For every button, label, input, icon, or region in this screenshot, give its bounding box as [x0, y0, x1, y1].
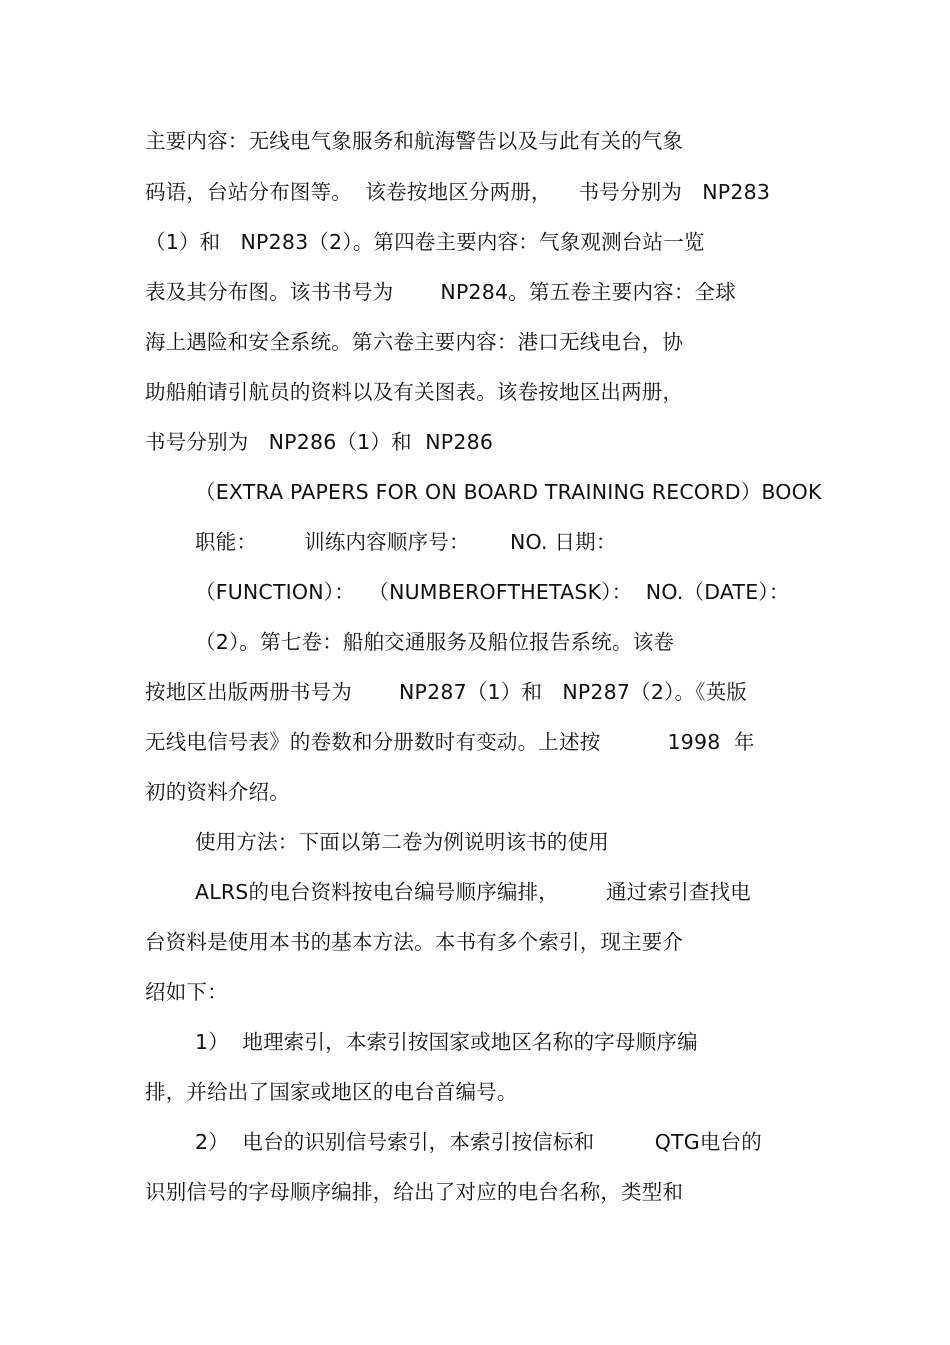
text-line: 书号分别为 NP286（1）和 NP286 [145, 430, 494, 454]
text-line: 主要内容：无线电气象服务和航海警告以及与此有关的气象 [145, 129, 684, 153]
text-line: ALRS的电台资料按电台编号顺序编排， 通过索引查找电 [195, 880, 751, 904]
text-line: 表及其分布图。该书书号为 NP284。第五卷主要内容：全球 [145, 280, 736, 304]
text-line: 使用方法：下面以第二卷为例说明该书的使用 [195, 830, 609, 854]
text-line: 无线电信号表》的卷数和分册数时有变动。上述按 1998 年 [145, 730, 755, 754]
text-line: 助船舶请引航员的资料以及有关图表。该卷按地区出两册， [145, 380, 684, 404]
text-line: （2）。第七卷：船舶交通服务及船位报告系统。该卷 [195, 630, 675, 654]
text-line: 初的资料介绍。 [145, 780, 290, 804]
text-line: 绍如下： [145, 980, 228, 1004]
text-line: 台资料是使用本书的基本方法。本书有多个索引，现主要介 [145, 930, 684, 954]
text-line: 2） 电台的识别信号索引，本索引按信标和 QTG电台的 [195, 1130, 762, 1154]
text-line: 码语，台站分布图等。 该卷按地区分两册， 书号分别为 NP283 [145, 180, 771, 204]
text-line: 海上遇险和安全系统。第六卷主要内容：港口无线电台，协 [145, 330, 684, 354]
text-line: 职能： 训练内容顺序号： NO. 日期： [195, 530, 617, 554]
text-line: 排，并给出了国家或地区的电台首编号。 [145, 1080, 518, 1104]
text-line: 1） 地理索引，本索引按国家或地区名称的字母顺序编 [195, 1030, 698, 1054]
text-line: （1）和 NP283（2）。第四卷主要内容：气象观测台站一览 [145, 230, 705, 254]
text-line: 识别信号的字母顺序编排，给出了对应的电台名称，类型和 [145, 1180, 684, 1204]
text-line: （FUNCTION）： （NUMBEROFTHETASK）： NO.（DATE）： [195, 580, 790, 604]
text-line: （EXTRA PAPERS FOR ON BOARD TRAINING RECORD）BOOK [195, 480, 822, 504]
text-line: 按地区出版两册书号为 NP287（1）和 NP287（2）。《英版 [145, 680, 748, 704]
